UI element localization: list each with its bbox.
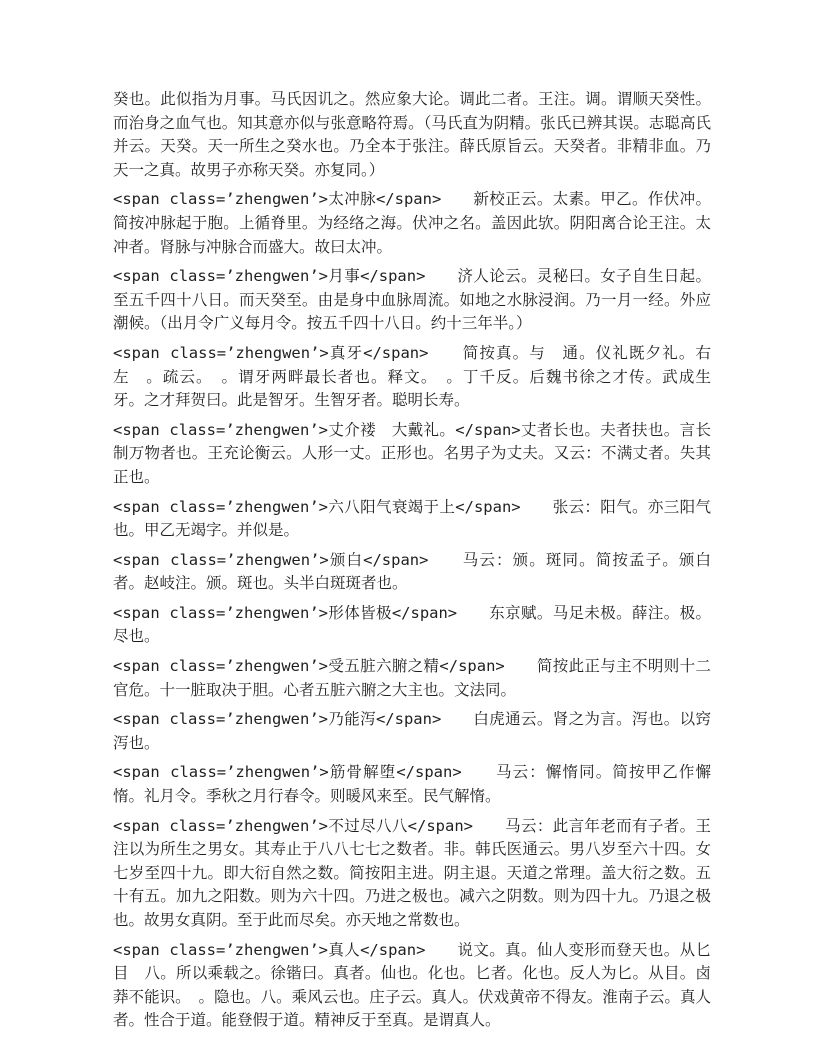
paragraph: <span class=’zhengwen’>月事</span> 济人论云。灵秘曰。女子自生日起。至五千四十八日。而天癸至。由是身中血脉周流。如地之水脉浸润。乃一月一经。外应潮候。（出月令广义每月令。按五千四十八日。约十三年半。） bbox=[113, 267, 711, 333]
paragraph: <span class=’zhengwen’>六八阳气衰竭于上</span> 张云：阳气。亦三阳气也。甲乙无竭字。并似是。 bbox=[113, 497, 711, 540]
paragraph: <span class=’zhengwen’>颁白</span> 马云：颁。斑同。简按孟子。颁白者。赵岐注。颁。斑也。头半白斑斑者也。 bbox=[113, 550, 711, 593]
paragraph: <span class=’zhengwen’>真牙</span> 简按真。与 通。仪礼既夕礼。右 左 。疏云。 。谓牙两畔最长者也。释文。 。丁千反。后魏书徐之才传。武成生 牙。之才拜贺曰。此是智牙。生智牙者。聪明长寿。 bbox=[113, 343, 727, 410]
paragraph: <span class=’zhengwen’>受五脏六腑之精</span> 简按此正与主不明则十二官危。十一脏取决于胆。心者五脏六腑之大主也。文法同。 bbox=[113, 657, 711, 699]
paragraph: <span class=’zhengwen’>真人</span> 说文。真。仙人变形而登天也。从匕目 八。所以乘载之。徐锴曰。真者。仙也。化也。匕者。化也。反人为匕。从目。卤莽不能识。 。隐也。八。乘风云也。庄子云。真人。伏戏黄帝不得友。淮南子云。真人者。性合于道。能登假于道。精神反于至真。是谓真人。 bbox=[113, 940, 711, 1030]
paragraph: 癸也。此似指为月事。马氏因讥之。然应象大论。调此二者。王注。调。谓顺天癸性。而治身之血气也。知其意亦似与张意略符焉。（马氏直为阴精。张氏已辨其误。志聪高氏并云。天癸。天一所生之癸水也。乃全本于张注。薛氏原旨云。天癸者。非精非血。乃天一之真。故男子亦称天癸。亦复同。） bbox=[113, 90, 711, 179]
paragraph: <span class=’zhengwen’>丈介褛 大戴礼。</span>丈者长也。夫者扶也。言长制万物者也。王充论衡云。人形一丈。正形也。名男子为丈夫。又云：不满丈者。失其正也。 bbox=[113, 420, 711, 486]
paragraph: <span class=’zhengwen’>太冲脉</span> 新校正云。太素。甲乙。作伏冲。简按冲脉起于胞。上循脊里。为经络之海。伏冲之名。盖因此欤。阴阳离合论王注。太冲者。肾脉与冲脉合而盛大。故曰太冲。 bbox=[113, 190, 711, 256]
paragraph: <span class=’zhengwen’>乃能泻</span> 白虎通云。肾之为言。泻也。以窍泻也。 bbox=[113, 710, 711, 752]
text-block bbox=[113, 88, 727, 1039]
paragraph: <span class=’zhengwen’>不过尽八八</span> 马云：此言年老而有子者。王注以为所生之男女。其寿止于八八七七之数者。非。韩氏医通云。男八岁至六十四。女七岁至四十九。即大衍自然之数。简按阳主进。阴主退。天道之常理。盖大衍之数。五十有五。加九之阳数。则为六十四。乃进之极也。减六之阴数。则为四十九。乃退之极也。故男女真阴。至于此而尽矣。亦天地之常数也。 bbox=[113, 816, 711, 929]
paragraph: <span class=’zhengwen’>形体皆极</span> 东京赋。马足未极。薛注。极。尽也。 bbox=[113, 603, 711, 646]
paragraph: <span class=’zhengwen’>筋骨解堕</span> 马云：懈惰同。简按甲乙作懈惰。礼月令。季秋之月行春令。则暖风来至。民气解惰。 bbox=[113, 763, 711, 806]
